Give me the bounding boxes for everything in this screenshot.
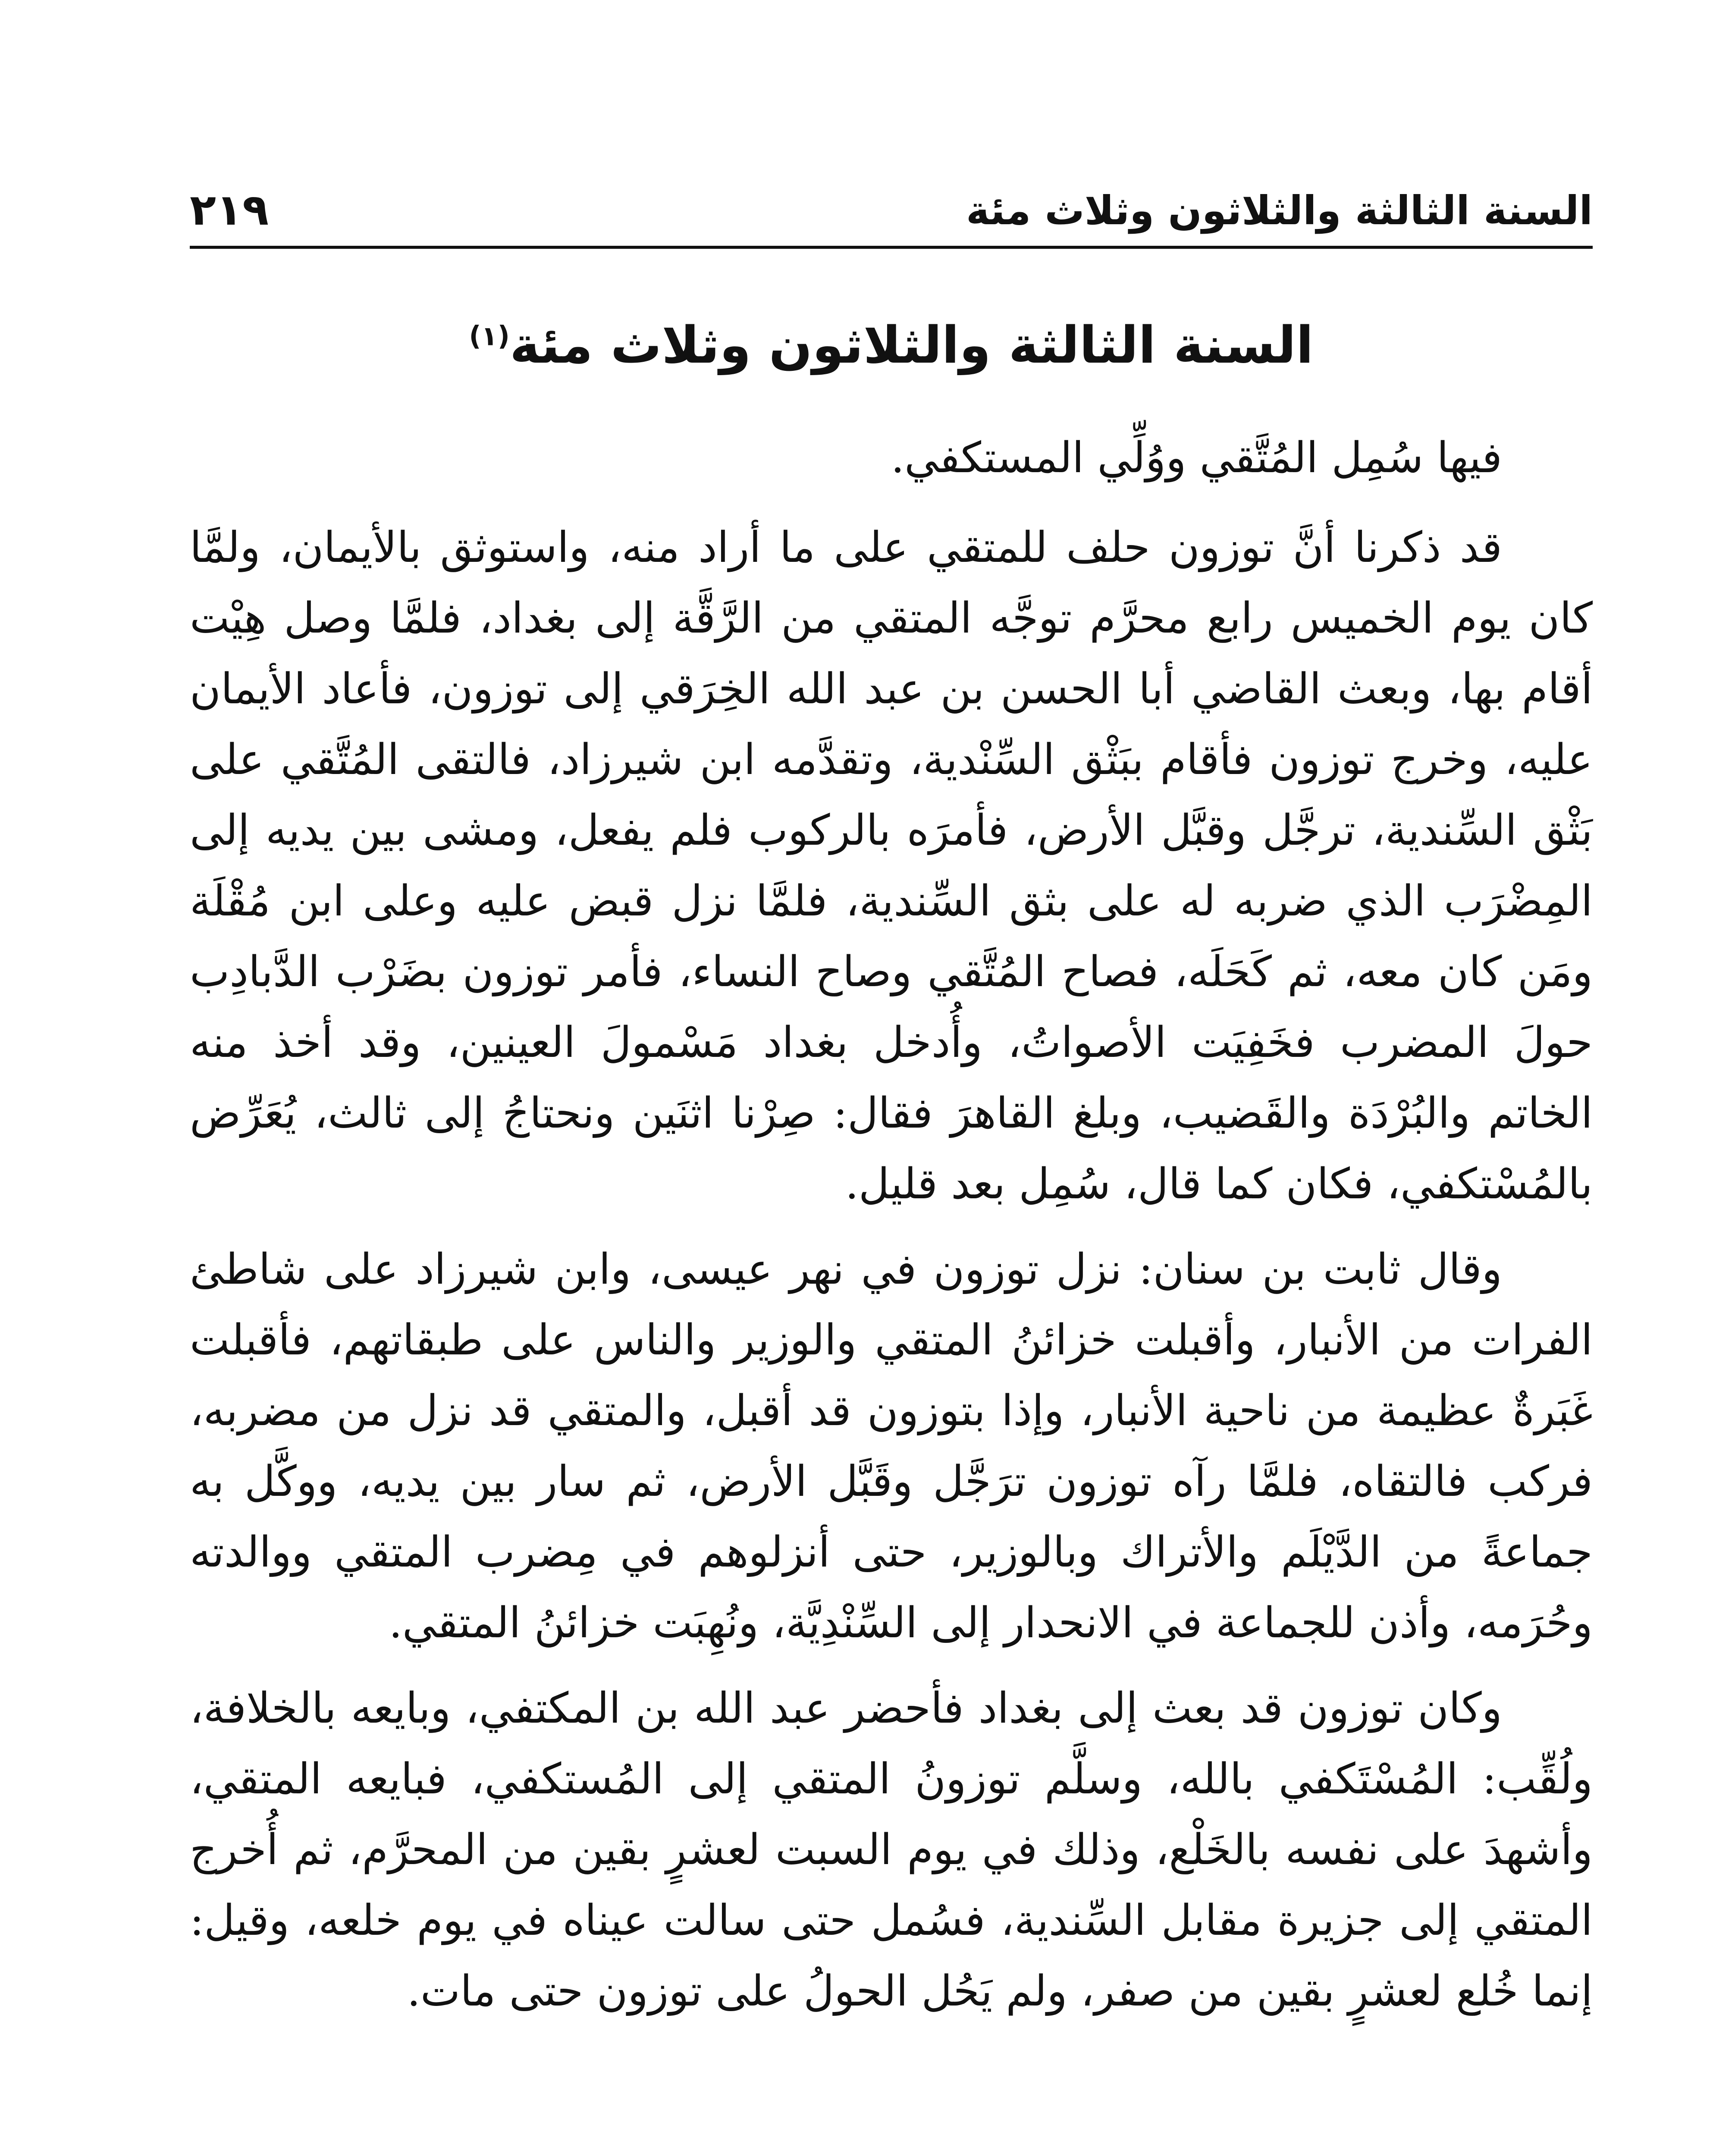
footnote-reference: (١) — [469, 320, 510, 352]
paragraph-intro: فيها سُمِل المُتَّقي ووُلِّي المستكفي. — [891, 433, 1502, 483]
paragraph: قد ذكرنا أنَّ توزون حلف للمتقي على ما أراد منه، واستوثق بالأيمان، ولمَّا كان يوم الخميس رابع محرَّم توجَّه المتقي من الرَّقَّة إلى بغداد، فلمَّا وصل هِيْت أقام بها، وبعث القاضي أبا الحسن بن عبد الله الخِرَقي إلى توزون، فأعاد الأيمان عليه، وخرج توزون فأقام ببَثْق السِّنْدية، وتقدَّمه ابن شيرزاد، فالتقى المُتَّقي على بَثْق السِّندية، ترجَّل وقبَّل الأرض، فأمرَه بالركوب فلم يفعل، ومشى بين يديه إلى المِضْرَب الذي ضربه له على بثق السِّندية، فلمَّا نزل قبض عليه وعلى ابن مُقْلَة ومَن كان معه، ثم كَحَلَه، فصاح المُتَّقي وصاح النساء، فأمر توزون بضَرْب الدَّبادِب حولَ المضرب فخَفِيَت الأصواتُ، وأُدخل بغداد مَسْمولَ العينين، وقد أخذ منه الخاتم والبُرْدَة والقَضيب، وبلغ القاهرَ فقال: صِرْنا اثنَين ونحتاجُ إلى ثالث، يُعَرِّض بالمُسْتكفي، فكان كما قال، سُمِل بعد قليل. — [190, 523, 1593, 1209]
chapter-title — [190, 315, 1593, 376]
paragraph: وقال ثابت بن سنان: نزل توزون في نهر عيسى، وابن شيرزاد على شاطئ الفرات من الأنبار، وأقبلت خزائنُ المتقي والوزير والناس على طبقاتهم، فأقبلت غَبَرةٌ عظيمة من ناحية الأنبار، وإذا بتوزون قد أقبل، والمتقي قد نزل من مضربه، فركب فالتقاه، فلمَّا رآه توزون ترَجَّل وقَبَّل الأرض، ثم سار بين يديه، ووكَّل به جماعةً من الدَّيْلَم والأتراك وبالوزير، حتى أنزلوهم في مِضرب المتقي ووالدته وحُرَمه، وأذن للجماعة في الانحدار إلى السِّنْدِيَّة، ونُهِبَت خزائنُ المتقي. — [190, 1245, 1593, 1648]
paragraph: وكان توزون قد بعث إلى بغداد فأحضر عبد الله بن المكتفي، وبايعه بالخلافة، ولُقِّب: المُسْتَكفي بالله، وسلَّم توزونُ المتقي إلى المُستكفي، فبايعه المتقي، وأشهدَ على نفسه بالخَلْع، وذلك في يوم السبت لعشرٍ بقين من المحرَّم، ثم أُخرج المتقي إلى جزيرة مقابل السِّندية، فسُمل حتى سالت عيناه في يوم خلعه، وقيل: إنما خُلع لعشرٍ بقين من صفر، ولم يَحُل الحولُ على توزون حتى مات. — [190, 1684, 1593, 2016]
running-title: السنة الثالثة والثلاثون وثلاث مئة — [966, 188, 1593, 234]
page-number: ٢١٩ — [190, 185, 269, 235]
header-divider — [190, 246, 1593, 249]
running-header — [190, 170, 1593, 239]
chapter-title-text: السنة الثالثة والثلاثون وثلاث مئة — [509, 315, 1314, 375]
main-text — [190, 423, 1593, 2041]
